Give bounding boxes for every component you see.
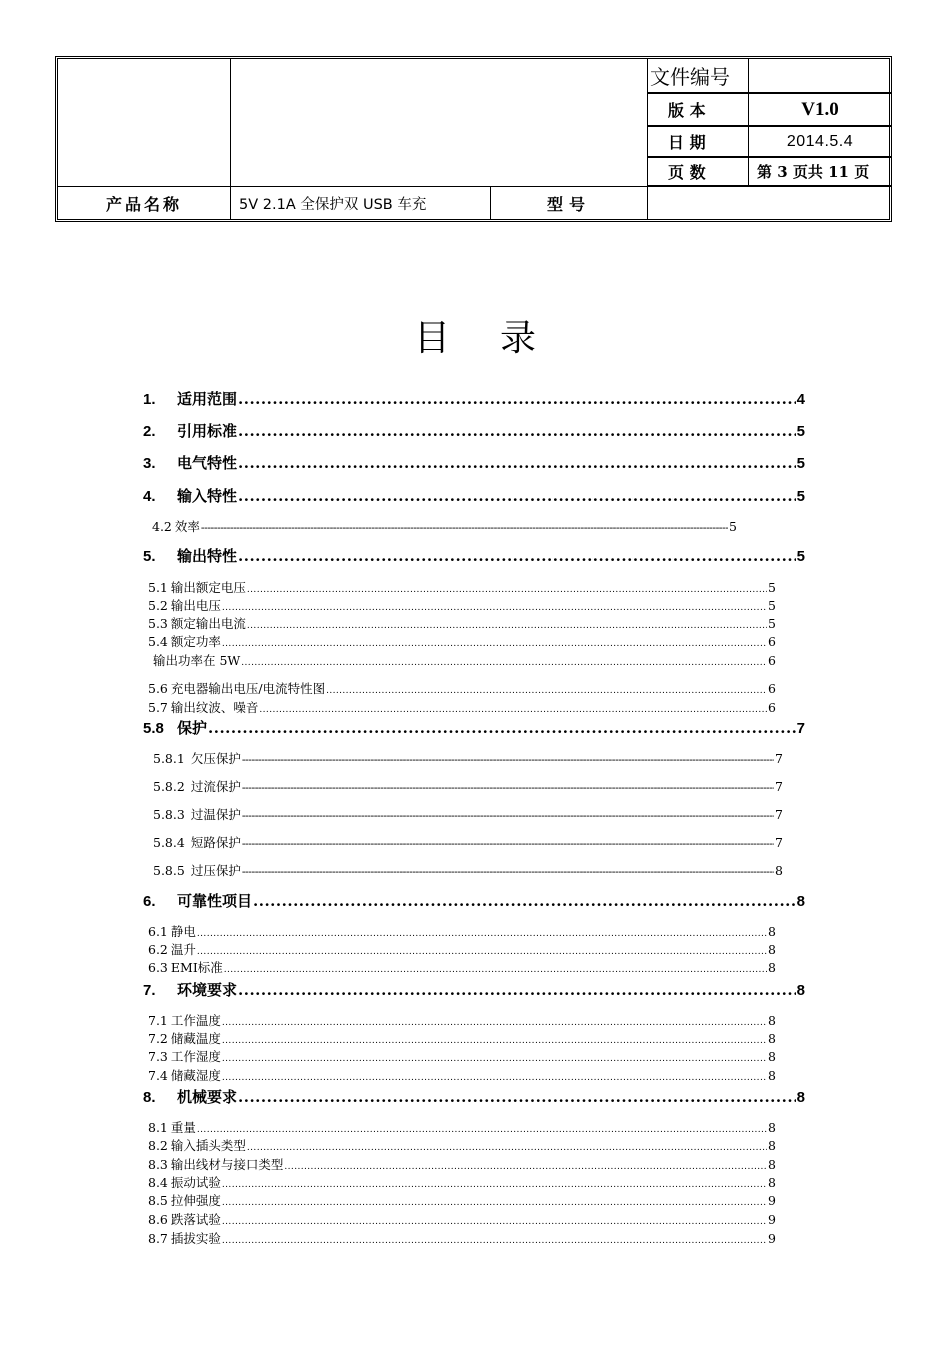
toc-entry[interactable] (153, 833, 783, 851)
toc-entry-page: 8 (768, 960, 776, 975)
toc-entry-title: 输出电压 (170, 598, 221, 613)
toc-entry-title: 储藏湿度 (170, 1068, 221, 1083)
toc-entry[interactable] (143, 388, 805, 409)
toc-entry[interactable] (153, 749, 783, 767)
toc-entry-page: 7 (775, 779, 783, 794)
toc-entry-number: 8.3 (148, 1157, 168, 1172)
version-value: V1.0 (801, 98, 839, 120)
toc-entry[interactable] (153, 805, 783, 823)
toc-entry-title: 输出纹波、噪音 (170, 700, 259, 715)
toc-entry-title: 输出额定电压 (170, 580, 246, 595)
toc-entry-page: 8 (768, 924, 776, 939)
toc-entry-title: 振动试验 (170, 1175, 221, 1190)
toc-entry-number: 7. (143, 982, 156, 999)
toc-entry-number: 5.8.4 (153, 835, 185, 850)
toc-entry[interactable] (153, 861, 783, 879)
toc-entry[interactable] (148, 1066, 776, 1084)
page-title: 目录 (413, 318, 586, 359)
toc-entry-title: 跌落试验 (170, 1212, 221, 1227)
toc-entry[interactable] (148, 1011, 776, 1029)
toc-entry[interactable] (148, 1191, 776, 1209)
toc-entry[interactable] (148, 1229, 776, 1247)
toc-entry-page: 5 (796, 488, 805, 505)
toc-entry[interactable] (143, 890, 805, 911)
toc-entry-page: 9 (768, 1212, 776, 1227)
toc-entry[interactable] (148, 596, 776, 614)
toc-entry-page: 5 (768, 616, 776, 631)
toc-entry-page: 8 (796, 982, 805, 999)
toc-entry-number: 8.4 (148, 1175, 168, 1190)
model-label: 型号 (546, 194, 591, 214)
toc-entry[interactable] (148, 1118, 776, 1136)
toc-entry-title: 输入特性 (177, 487, 238, 505)
toc-entry-title: 插拔实验 (170, 1231, 221, 1246)
toc-entry-number: 5.1 (148, 580, 168, 595)
toc-entry-page: 5 (729, 519, 737, 534)
toc-entry-title: 输入插头类型 (170, 1138, 246, 1153)
toc-entry[interactable] (148, 1210, 776, 1228)
toc-entry[interactable] (153, 777, 783, 795)
toc-entry-title: 保护 (177, 719, 208, 737)
toc-entry[interactable] (148, 1047, 776, 1065)
toc-entry-number: 5.2 (148, 598, 168, 613)
toc-entry-number: 5.7 (148, 700, 168, 715)
toc-entry-title: 引用标准 (177, 422, 238, 440)
toc-entry-page: 4 (796, 391, 805, 408)
toc-entry-title: 储藏温度 (170, 1031, 221, 1046)
toc-entry-page: 8 (768, 942, 776, 957)
toc-entry-title: 输出线材与接口类型 (170, 1157, 284, 1172)
toc-entry-number: 5.3 (148, 616, 168, 631)
toc-entry-title: 额定功率 (170, 634, 221, 649)
toc-entry[interactable] (148, 1029, 776, 1047)
pages-label: 页 数 (668, 163, 706, 182)
toc-entry-title: EMI标准 (170, 960, 223, 975)
toc-entry-title: 输出功率在 5W (153, 653, 241, 668)
toc-entry-number: 8. (143, 1089, 156, 1106)
toc-entry-number: 8.1 (148, 1120, 168, 1135)
product-name-value: 5V 2.1A 全保护双 USB 车充 (239, 196, 427, 213)
toc-entry[interactable] (148, 922, 776, 940)
toc-entry[interactable] (148, 698, 776, 716)
toc-entry-page: 5 (768, 580, 776, 595)
toc-entry[interactable] (148, 614, 776, 632)
toc-entry-number: 2. (143, 423, 156, 440)
toc-entry-number: 5.6 (148, 681, 168, 696)
toc-entry-page: 8 (768, 1031, 776, 1046)
toc-entry-page: 5 (768, 598, 776, 613)
toc-entry-page: 8 (768, 1120, 776, 1135)
toc-entry-number: 7.3 (148, 1049, 168, 1064)
toc-entry-page: 8 (768, 1157, 776, 1172)
toc-entry-page: 7 (775, 807, 783, 822)
toc-entry-page: 8 (796, 893, 805, 910)
toc-entry[interactable] (148, 940, 776, 958)
toc-entry-number: 3. (143, 455, 156, 472)
toc-entry-title: 适用范围 (177, 390, 238, 408)
toc-entry-page: 6 (768, 653, 776, 668)
date-value: 2014.5.4 (786, 132, 854, 150)
toc-entry-number: 8.6 (148, 1212, 168, 1227)
toc-entry-title: 静电 (170, 924, 196, 939)
toc-entry-page: 8 (768, 1175, 776, 1190)
toc-entry-title: 欠压保护 (190, 751, 241, 766)
toc-entry-number: 8.5 (148, 1193, 168, 1208)
toc-entry-page: 9 (768, 1231, 776, 1246)
toc-entry[interactable] (148, 679, 776, 697)
toc-entry-number: 5.8.1 (153, 751, 185, 766)
toc-entry-number: 5.8 (143, 720, 164, 737)
toc-entry-number: 4. (143, 488, 156, 505)
toc-entry-title: 效率 (174, 519, 200, 534)
toc-entry[interactable] (153, 651, 776, 669)
toc-entry-title: 过压保护 (190, 863, 241, 878)
toc-entry[interactable] (148, 1155, 776, 1173)
date-label: 日 期 (668, 133, 706, 152)
toc-entry-page: 5 (796, 548, 805, 565)
toc-entry-title: 充电器输出电压/电流特性图 (170, 681, 326, 696)
toc-entry-title: 重量 (170, 1120, 196, 1135)
toc-entry-number: 4.2 (152, 519, 172, 534)
toc-entry-page: 8 (796, 1089, 805, 1106)
toc-entry-title: 拉伸强度 (170, 1193, 221, 1208)
toc-entry-title: 过流保护 (190, 779, 241, 794)
file-number-label: 文件编号 (650, 65, 730, 89)
toc-entry-number: 6.1 (148, 924, 168, 939)
toc-entry-number: 5. (143, 548, 156, 565)
toc-entry-title: 工作湿度 (170, 1049, 221, 1064)
toc-entry-number: 8.2 (148, 1138, 168, 1153)
toc-entry-page: 6 (768, 634, 776, 649)
toc-entry-number: 6.2 (148, 942, 168, 957)
toc-entry-page: 5 (796, 423, 805, 440)
toc-entry-page: 6 (768, 700, 776, 715)
toc-entry-number: 7.2 (148, 1031, 168, 1046)
toc-entry-title: 短路保护 (190, 835, 241, 850)
toc-entry-title: 额定输出电流 (170, 616, 246, 631)
toc-entry-number: 1. (143, 391, 156, 408)
toc-entry-number: 5.4 (148, 634, 168, 649)
toc-entry[interactable] (143, 452, 805, 473)
toc-entry[interactable] (143, 979, 805, 1000)
toc-entry-number: 7.1 (148, 1013, 168, 1028)
version-label: 版 本 (668, 101, 706, 120)
toc-entry-page: 5 (796, 455, 805, 472)
toc-entry-title: 过温保护 (190, 807, 241, 822)
toc-entry-title: 环境要求 (177, 981, 238, 999)
toc-entry-number: 8.7 (148, 1231, 168, 1246)
toc-entry-page: 9 (768, 1193, 776, 1208)
toc-entry-page: 8 (775, 863, 783, 878)
toc-entry[interactable] (143, 1086, 805, 1107)
toc-entry-page: 7 (775, 751, 783, 766)
toc-entry[interactable] (148, 578, 776, 596)
toc-entry[interactable] (148, 632, 776, 650)
toc-entry-number: 6. (143, 893, 156, 910)
toc-entry-page: 6 (768, 681, 776, 696)
toc-entry-title: 输出特性 (177, 547, 238, 565)
toc-entry-number: 7.4 (148, 1068, 168, 1083)
toc-entry-title: 温升 (170, 942, 196, 957)
toc-entry[interactable] (143, 485, 805, 506)
toc-entry[interactable] (143, 420, 805, 441)
toc-entry[interactable] (148, 958, 776, 976)
toc-entry-number: 5.8.3 (153, 807, 185, 822)
toc-entry-title: 工作温度 (170, 1013, 221, 1028)
toc-entry-page: 8 (768, 1049, 776, 1064)
toc-entry-page: 8 (768, 1013, 776, 1028)
toc-entry[interactable] (143, 545, 805, 566)
toc-entry-title: 机械要求 (177, 1088, 238, 1106)
toc-entry[interactable] (152, 517, 737, 535)
pages-value: 第 3 页共 11 页 (757, 163, 870, 181)
toc-entry-number: 5.8.5 (153, 863, 185, 878)
toc-entry-number: 6.3 (148, 960, 168, 975)
toc-entry-number: 5.8.2 (153, 779, 185, 794)
toc-entry-title: 可靠性项目 (177, 892, 253, 910)
toc-entry[interactable] (148, 1173, 776, 1191)
toc-entry-page: 7 (796, 720, 805, 737)
toc-entry-page: 8 (768, 1138, 776, 1153)
toc-entry-page: 8 (768, 1068, 776, 1083)
toc-entry-page: 7 (775, 835, 783, 850)
toc-entry-title: 电气特性 (177, 454, 238, 472)
product-name-label: 产品名称 (105, 194, 182, 214)
toc-entry[interactable] (148, 1136, 776, 1154)
toc-entry[interactable] (143, 717, 805, 738)
